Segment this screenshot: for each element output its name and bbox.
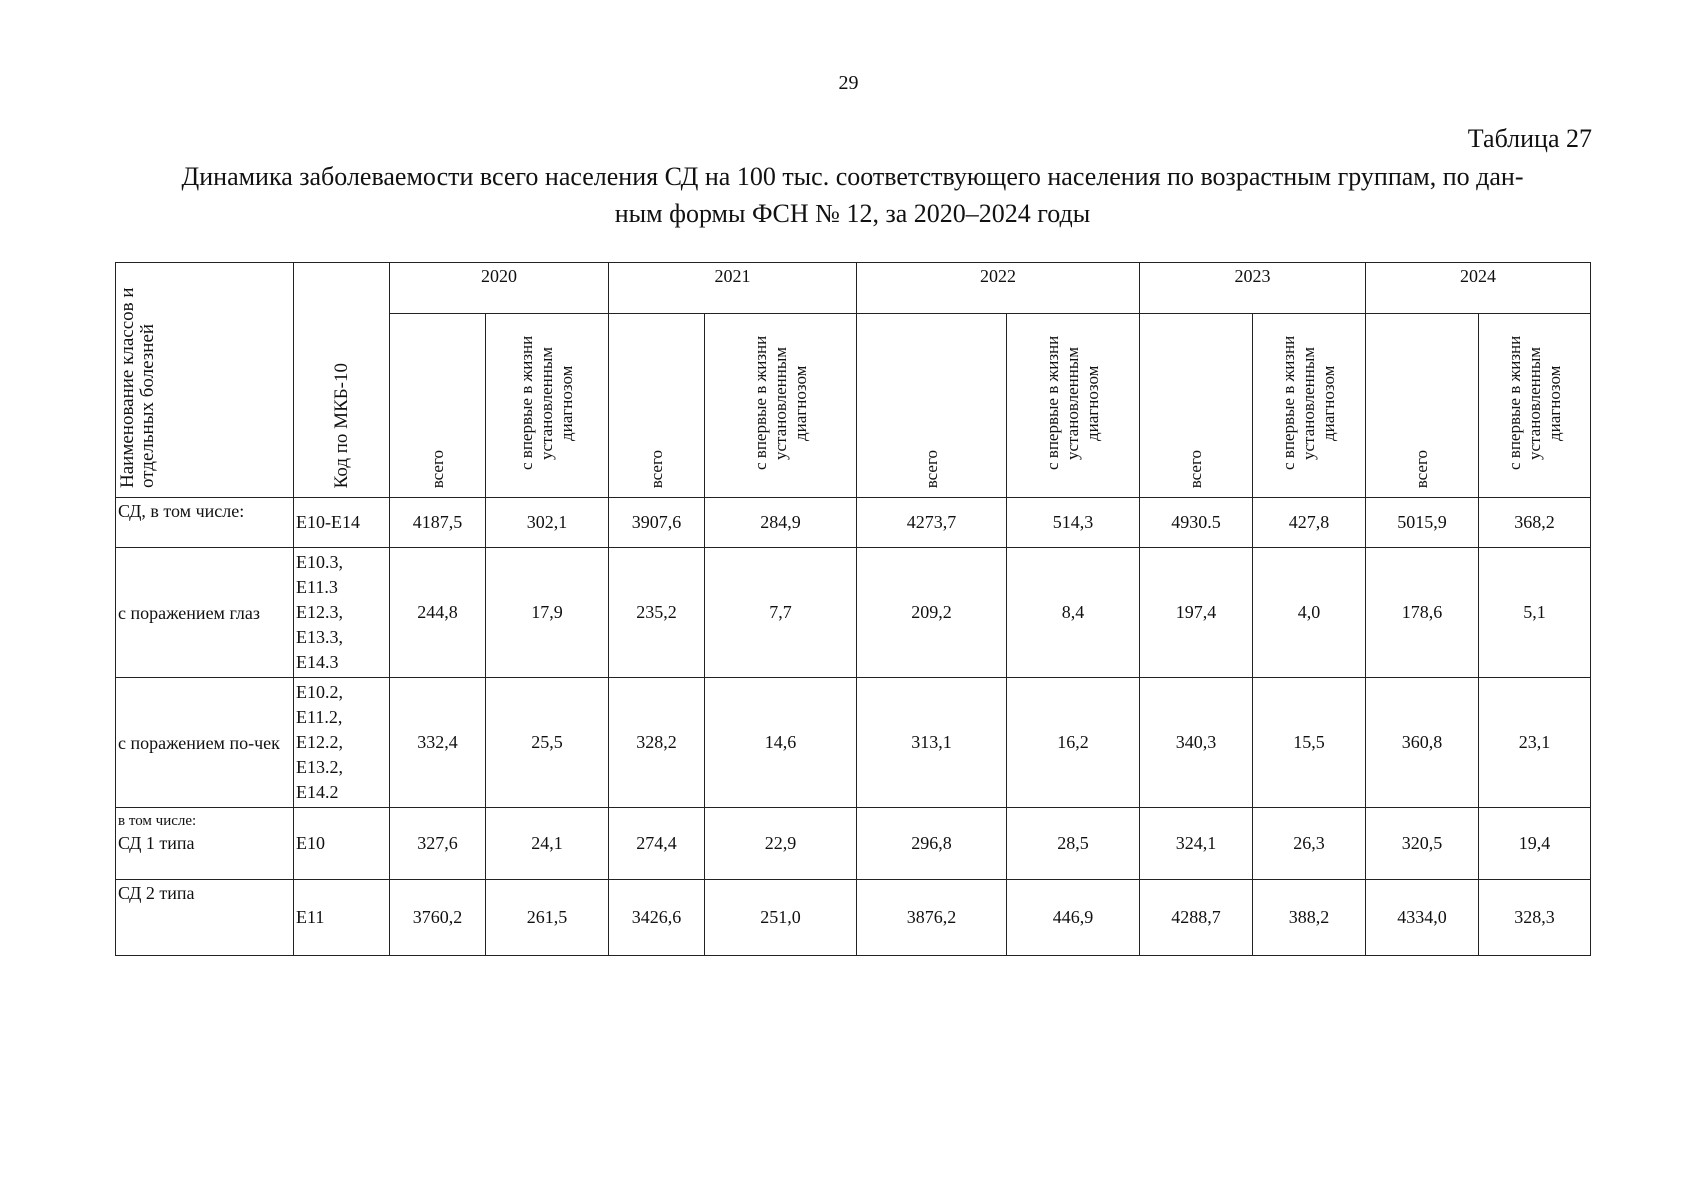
cell-2023-total: 197,4 bbox=[1140, 548, 1253, 678]
row-code: Е10.3, Е11.3 Е12.3, Е13.3, Е14.3 bbox=[294, 548, 390, 678]
cell-2020-first: 25,5 bbox=[486, 678, 609, 808]
subheader-total: всего bbox=[609, 314, 705, 498]
table-label: Таблица 27 bbox=[1467, 124, 1592, 153]
year-header-2024: 2024 bbox=[1366, 263, 1591, 314]
cell-2024-total: 5015,9 bbox=[1366, 498, 1479, 548]
cell-2022-first: 8,4 bbox=[1007, 548, 1140, 678]
table-row-kidney-lesion bbox=[116, 678, 1591, 808]
cell-2020-first: 24,1 bbox=[486, 808, 609, 880]
cell-2021-first: 22,9 bbox=[705, 808, 857, 880]
subheader-first-diagnosed: с впервые в жизни установленным диагнозом bbox=[1253, 314, 1366, 498]
year-header-2020: 2020 bbox=[390, 263, 609, 314]
cell-2021-total: 3907,6 bbox=[609, 498, 705, 548]
cell-2020-total: 4187,5 bbox=[390, 498, 486, 548]
subheader-total: всего bbox=[1366, 314, 1479, 498]
row-name: СД, в том числе: bbox=[116, 498, 294, 548]
year-header-2023: 2023 bbox=[1140, 263, 1366, 314]
cell-2023-first: 4,0 bbox=[1253, 548, 1366, 678]
cell-2023-total: 4930.5 bbox=[1140, 498, 1253, 548]
cell-2022-first: 446,9 bbox=[1007, 880, 1140, 956]
cell-2023-total: 340,3 bbox=[1140, 678, 1253, 808]
cell-2022-total: 313,1 bbox=[857, 678, 1007, 808]
year-header-2022: 2022 bbox=[857, 263, 1140, 314]
cell-2024-total: 178,6 bbox=[1366, 548, 1479, 678]
cell-2020-total: 327,6 bbox=[390, 808, 486, 880]
row-name: с поражением глаз bbox=[116, 548, 294, 678]
subheader-first-diagnosed: с впервые в жизни установленным диагнозом bbox=[705, 314, 857, 498]
table-row-diabetes-total bbox=[116, 498, 1591, 548]
year-header-2021: 2021 bbox=[609, 263, 857, 314]
cell-2022-total: 209,2 bbox=[857, 548, 1007, 678]
cell-2020-total: 244,8 bbox=[390, 548, 486, 678]
cell-2022-total: 4273,7 bbox=[857, 498, 1007, 548]
document-title bbox=[115, 158, 1590, 232]
cell-2021-total: 235,2 bbox=[609, 548, 705, 678]
cell-2024-total: 360,8 bbox=[1366, 678, 1479, 808]
cell-2022-first: 16,2 bbox=[1007, 678, 1140, 808]
subheader-total: всего bbox=[857, 314, 1007, 498]
row-code: Е11 bbox=[294, 880, 390, 956]
row-name: с поражением по-чек bbox=[116, 678, 294, 808]
cell-2021-total: 328,2 bbox=[609, 678, 705, 808]
morbidity-table bbox=[115, 262, 1591, 956]
cell-2024-first: 19,4 bbox=[1479, 808, 1591, 880]
cell-2024-first: 328,3 bbox=[1479, 880, 1591, 956]
cell-2021-total: 3426,6 bbox=[609, 880, 705, 956]
subheader-first-diagnosed: с впервые в жизни установленным диагнозом bbox=[486, 314, 609, 498]
row-name: СД 2 типа bbox=[116, 880, 294, 956]
cell-2023-total: 324,1 bbox=[1140, 808, 1253, 880]
cell-2022-first: 28,5 bbox=[1007, 808, 1140, 880]
subheader-first-diagnosed: с впервые в жизни установленным диагнозом bbox=[1007, 314, 1140, 498]
cell-2020-total: 3760,2 bbox=[390, 880, 486, 956]
table-row-type1 bbox=[116, 808, 1591, 880]
subheader-total: всего bbox=[390, 314, 486, 498]
cell-2020-first: 17,9 bbox=[486, 548, 609, 678]
column-header-name: Наименование классов и отдельных болезней bbox=[116, 263, 294, 498]
cell-2022-total: 3876,2 bbox=[857, 880, 1007, 956]
title-line-2: ным формы ФСН № 12, за 2020–2024 годы bbox=[614, 199, 1091, 228]
cell-2020-total: 332,4 bbox=[390, 678, 486, 808]
cell-2021-first: 7,7 bbox=[705, 548, 857, 678]
subheader-total: всего bbox=[1140, 314, 1253, 498]
cell-2021-first: 14,6 bbox=[705, 678, 857, 808]
cell-2023-first: 388,2 bbox=[1253, 880, 1366, 956]
cell-2023-first: 427,8 bbox=[1253, 498, 1366, 548]
cell-2022-total: 296,8 bbox=[857, 808, 1007, 880]
cell-2022-first: 514,3 bbox=[1007, 498, 1140, 548]
table-row-eye-lesion bbox=[116, 548, 1591, 678]
cell-2023-first: 15,5 bbox=[1253, 678, 1366, 808]
row-code: Е10 bbox=[294, 808, 390, 880]
cell-2021-first: 284,9 bbox=[705, 498, 857, 548]
cell-2021-first: 251,0 bbox=[705, 880, 857, 956]
cell-2024-total: 320,5 bbox=[1366, 808, 1479, 880]
page-number: 29 bbox=[838, 72, 859, 94]
subheader-first-diagnosed: с впервые в жизни установленным диагнозом bbox=[1479, 314, 1591, 498]
row-code: Е10.2, Е11.2, Е12.2, Е13.2, Е14.2 bbox=[294, 678, 390, 808]
row-name: в том числе: СД 1 типа bbox=[116, 808, 294, 880]
cell-2024-first: 368,2 bbox=[1479, 498, 1591, 548]
row-code: Е10-Е14 bbox=[294, 498, 390, 548]
header-row-years bbox=[116, 263, 1591, 314]
cell-2021-total: 274,4 bbox=[609, 808, 705, 880]
cell-2023-first: 26,3 bbox=[1253, 808, 1366, 880]
cell-2020-first: 302,1 bbox=[486, 498, 609, 548]
table-row-type2 bbox=[116, 880, 1591, 956]
cell-2023-total: 4288,7 bbox=[1140, 880, 1253, 956]
column-header-code: Код по МКБ-10 bbox=[294, 263, 390, 498]
cell-2024-first: 23,1 bbox=[1479, 678, 1591, 808]
cell-2024-total: 4334,0 bbox=[1366, 880, 1479, 956]
cell-2024-first: 5,1 bbox=[1479, 548, 1591, 678]
title-line-1: Динамика заболеваемости всего населения СД на 100 тыс. соответствующего населения по возрастным группам, по дан- bbox=[181, 162, 1524, 191]
cell-2020-first: 261,5 bbox=[486, 880, 609, 956]
